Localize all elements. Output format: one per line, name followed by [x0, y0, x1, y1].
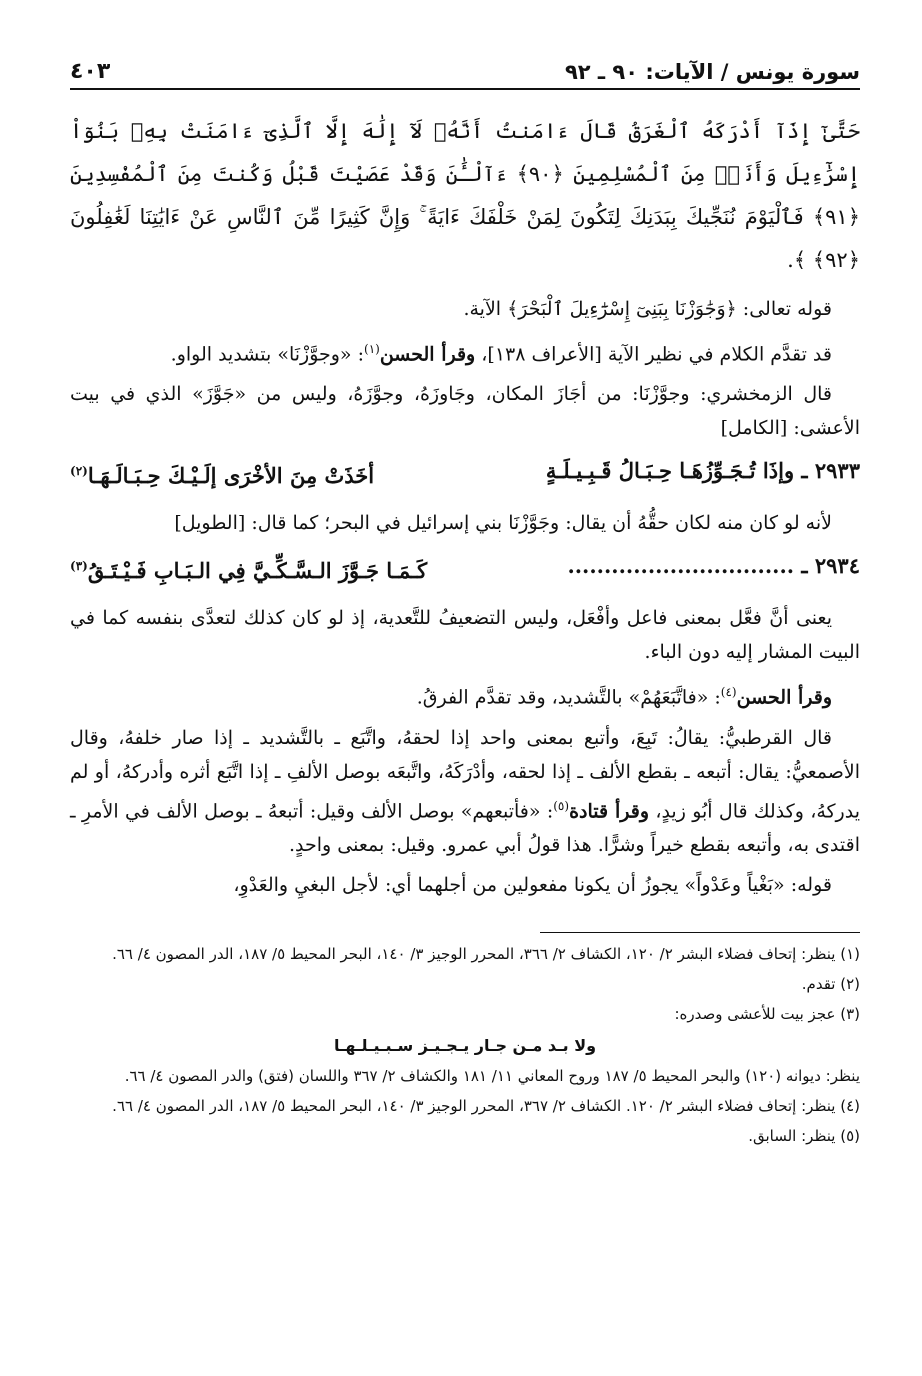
- paragraph-7: [70, 721, 860, 862]
- footnote-ref-4: (٤): [720, 685, 737, 700]
- footnote-ref-1: (١): [364, 342, 380, 356]
- paragraph-2: [70, 332, 860, 371]
- verse-2934-dots: ...............................: [567, 553, 795, 579]
- footnote-3-verse: ولا بـد مـن جـار يـجـيـز سـبـيـلـهـا: [333, 1035, 597, 1055]
- verse-2933-first-hemistich: [546, 451, 860, 496]
- page-header: [70, 44, 860, 90]
- page-number: ٤٠٣: [70, 59, 111, 84]
- verse-2934-first-hemistich: [567, 546, 860, 591]
- footnote-ref-5: (٥): [553, 798, 570, 813]
- paragraph-6-text: : «فاتَّبَعَهُمْ» بالتَّشديد، وقد تقدَّم الفرقُ.: [416, 686, 721, 709]
- verse-2934-second-hemistich: [70, 546, 427, 591]
- poem-verse-2934: [70, 546, 860, 591]
- paragraph-8: قوله: «بَغْياً وعَدْواً» يجوزُ أن يكونا مفعولين من أجلهما أي: لأجل البغيِ والعَدْوِ،: [233, 873, 832, 896]
- paragraph-4: لأنه لو كان منه لكان حقُّهُ أن يقال: وجَوَّزْنَا بني إسرائيل في البحر؛ كما قال: [الطويل]: [174, 512, 832, 535]
- running-title: سورة يونس / الآيات: ٩٠ ـ ٩٢: [564, 60, 860, 84]
- footnote-3-intro: (٣) عجز بيت للأعشى وصدره:: [674, 1004, 860, 1023]
- paragraph-1: قوله تعالى: ﴿وَجَٰوَزْنَا بِبَنِىٓ إِسْرَٰٓءِيلَ ٱلْبَحْرَ﴾ الآية.: [463, 298, 832, 320]
- poem-verse-2933: [70, 451, 860, 496]
- verse-2933-second-hemistich: [70, 451, 374, 496]
- verse-2933-first-text: وإذَا تُـجَـوِّزُهَـا حِـبَـالُ قَـبِـيـلَـةٍ: [545, 458, 795, 484]
- verse-2933-second-text: أخَذَتْ مِنَ الأخْرَى إلَـيْـكَ حِـبَـالَـهَـا: [87, 463, 375, 489]
- paragraph-7-text-b: : «فأتبعهم» بوصل الألف وقيل: أتبعهُ ـ بوصل الألف في الأمرِ ـ اقتدى به، وأتبعه بقطع خيراً وشرًّا. هذا قولُ أبي عمرو. وقيل: بمعنى واحدٍ.: [70, 799, 860, 856]
- footnote-1: (١) ينظر: إتحاف فضلاء البشر ٢/ ١٢٠، الكشاف ٢/ ٣٦٦، المحرر الوجيز ٣/ ١٤٠، البحر المحيط ٥/ ١٨٧، الدر المصون ٤/ ٦٦.: [112, 944, 860, 963]
- footnote-ref-3: (٣): [70, 559, 88, 574]
- verse-2933-number: ٢٩٣٣ ـ: [801, 458, 860, 484]
- reader-name-qatada: وقرأ قتادة: [569, 799, 649, 822]
- verse-2934-second-text: كَـمَـا جَـوَّزَ الـسَّـكِّـيَّ فِي الـبَـابِ فَـيْـتَـقُ: [87, 558, 428, 584]
- footnote-2: (٢) تقدم.: [801, 974, 860, 993]
- paragraph-5: يعنى أنَّ فعَّل بمعنى فاعل وأفْعَل، وليس التضعيفُ للتَّعدية، إذ لو كان كذلك لتعدَّى بنفسه كما في البيت المشار إليه دون الباء.: [70, 607, 860, 664]
- verse-2934-number: ٢٩٣٤ ـ: [801, 553, 860, 579]
- footnote-5: (٥) ينظر: السابق.: [748, 1126, 860, 1145]
- footnotes-divider: [540, 932, 860, 933]
- paragraph-2-text-b: : «وجوَّزْنَا» بتشديد الواو.: [170, 343, 364, 366]
- paragraph-6: [70, 675, 860, 714]
- footnote-4: (٤) ينظر: إتحاف فضلاء البشر ٢/ ١٢٠. الكشاف ٢/ ٣٦٧، المحرر الوجيز ٣/ ١٤٠، البحر المحيط ٥/ ١٨٧، الدر المصون ٤/ ٦٦.: [112, 1096, 860, 1115]
- reader-name-hasan: وقرأ الحسن: [379, 343, 476, 366]
- paragraph-2-text-a: قد تقدَّم الكلام في نظير الآية [الأعراف ١٣٨]،: [475, 343, 832, 366]
- footnote-ref-2: (٢): [70, 464, 88, 479]
- footnotes: [70, 941, 860, 1150]
- footnote-3-sources: ينظر: ديوانه (١٢٠) والبحر المحيط ٥/ ١٨٧ وروح المعاني ١١/ ١٨١ والكشاف ٢/ ٣٦٧ واللسان (فتق) والدر المصون ٤/ ٦٦.: [124, 1066, 860, 1085]
- quran-verses: حَتَّىٰٓ إِذَآ أَدْرَكَهُ ٱلْغَرَقُ قَالَ ءَامَنتُ أَنَّهُۥ لَآ إِلَٰهَ إِلَّا ٱلَّذِىٓ ءَامَنَتْ بِهِۦ بَنُوٓاْ إِسْرَٰٓءِيلَ وَأَنَا۠ مِنَ ٱلْمُسْلِمِينَ ﴿٩٠﴾ ءَآلْـَٰٔنَ وَقَدْ عَصَيْتَ قَبْلُ وَكُنتَ مِنَ ٱلْمُفْسِدِينَ ﴿٩١﴾ فَٱلْيَوْمَ نُنَجِّيكَ بِبَدَنِكَ لِتَكُونَ لِمَنْ خَلْفَكَ ءَايَةً ۚ وَإِنَّ كَثِيرًا مِّنَ ٱلنَّاسِ عَنْ ءَايَٰتِنَا لَغَٰفِلُونَ ﴿٩٢﴾ ﴾.: [70, 119, 860, 272]
- paragraph-7-text-a: قال القرطبيُّ: يقالُ: تَبِعَ، وأتبع بمعنى واحد إذا لحقهُ، واتَّبَع ـ بالتَّشديد ـ إذا صار خلفهُ، وقال الأصمعيُّ: يقال: أتبعه ـ بقطع الألف ـ إذا لحقه، وأدْرَكَهُ، واتَّبعَه بوصل الألفِ ـ إذا اتَّبَع أثره وأدركهُ، أو لم يدركهُ، وكذلك قال أبُو زيدٍ،: [70, 726, 860, 822]
- reader-name-hasan-2: وقرأ الحسن: [736, 686, 832, 709]
- paragraph-3: قال الزمخشري: وجوَّزْنَا: من أجَازَ المكان، وجَاوزَهُ، وجوَّزَهُ، وليس من «جَوَّزَ» الذي في بيت الأعشى: [الكامل]: [70, 383, 860, 440]
